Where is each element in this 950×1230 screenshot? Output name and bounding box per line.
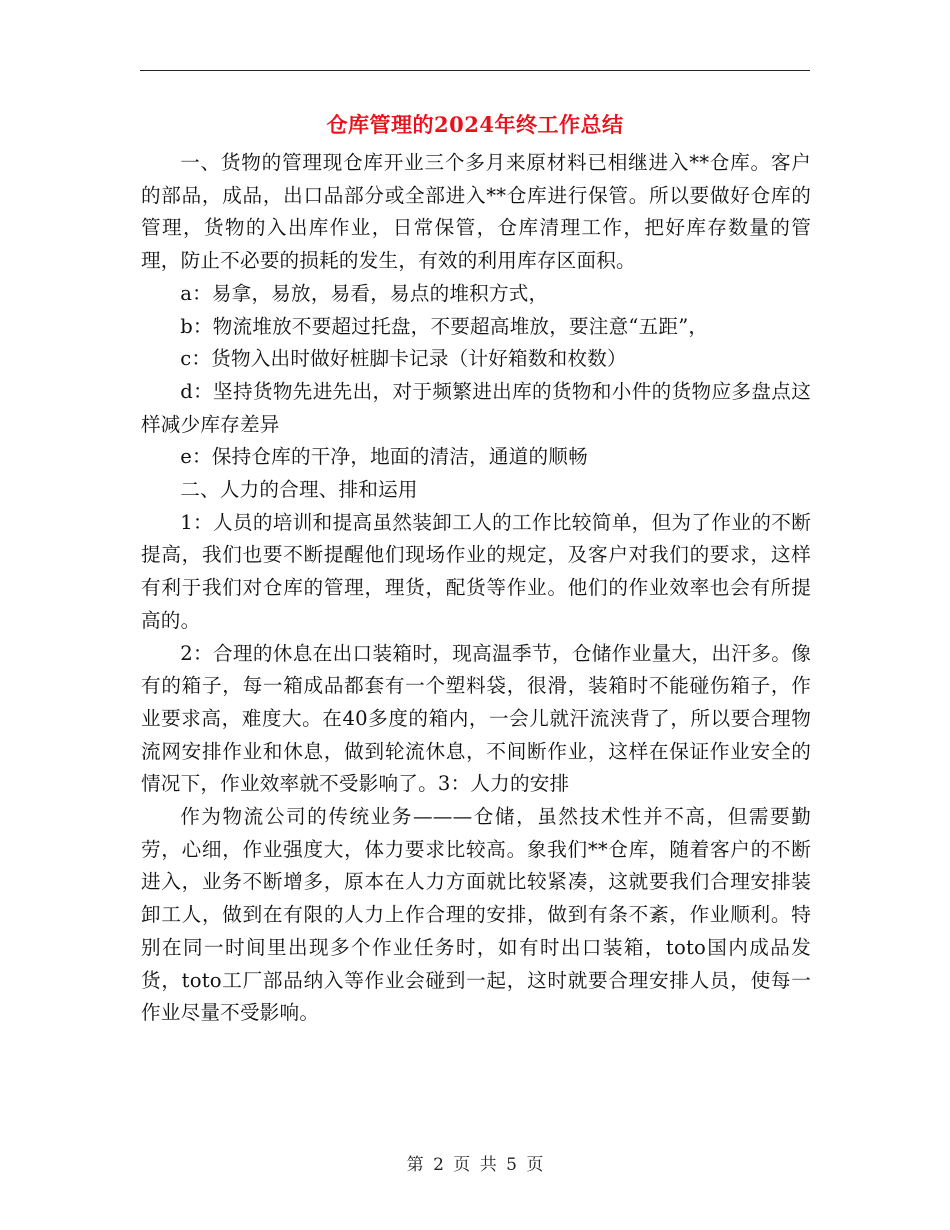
page-number-footer: 第 2 页 共 5 页 — [406, 1155, 544, 1175]
paragraph-training: 1：人员的培训和提高虽然装卸工人的工作比较简单，但为了作业的不断提高，我们也要不断提醒他们现场作业的规定，及客户对我们的要求，这样有利于我们对仓库的管理，理货，配货等作业。他们的作业效率也会有所提高的。 — [141, 510, 811, 632]
list-item-c: c：货物入出时做好桩脚卡记录（计好箱数和枚数） — [180, 347, 627, 371]
document-body — [141, 147, 811, 1030]
list-item-b: b：物流堆放不要超过托盘，不要超高堆放，要注意“五距”， — [180, 314, 709, 338]
paragraph-rest: 2：合理的休息在出口装箱时，现高温季节，仓储作业量大，出汗多。像有的箱子，每一箱成品都套有一个塑料袋，很滑，装箱时不能碰伤箱子，作业要求高，难度大。在40多度的箱内，一会儿就汗流浃背了，所以要合理物流网安排作业和休息，做到轮流休息，不间断作业，这样在保证作业安全的情况下，作业效率就不受影响了。3：人力的安排 — [141, 641, 811, 796]
section-heading-manpower: 二、人力的合理、排和运用 — [180, 478, 418, 502]
document-title: 仓库管理的2024年终工作总结 — [326, 112, 624, 137]
list-item-a: a：易拿，易放，易看，易点的堆积方式， — [180, 281, 549, 305]
list-item-d: d：坚持货物先进先出，对于频繁进出库的货物和小件的货物应多盘点这样减少库存差异 — [141, 379, 811, 436]
paragraph-goods-management: 一、货物的管理现仓库开业三个多月来原材料已相继进入**仓库。客户的部品，成品，出口品部分或全部进入**仓库进行保管。所以要做好仓库的管理，货物的入出库作业，日常保管，仓库清理工作，把好库存数量的管理，防止不必要的损耗的发生，有效的利用库存区面积。 — [141, 151, 811, 273]
paragraph-arrangement: 作为物流公司的传统业务———仓储，虽然技术性并不高，但需要勤劳，心细，作业强度大，体力要求比较高。象我们**仓库，随着客户的不断进入，业务不断增多，原本在人力方面就比较紧凑，这就要我们合理安排装卸工人，做到在有限的人力上作合理的安排，做到有条不紊，作业顺利。特别在同一时间里出现多个作业任务时，如有时出口装箱，toto国内成品发货，toto工厂部品纳入等作业会碰到一起，这时就要合理安排人员，使每一作业尽量不受影响。 — [141, 805, 811, 1025]
list-item-e: e：保持仓库的干净，地面的清洁，通道的顺畅 — [180, 445, 588, 469]
header-rule — [140, 70, 810, 71]
